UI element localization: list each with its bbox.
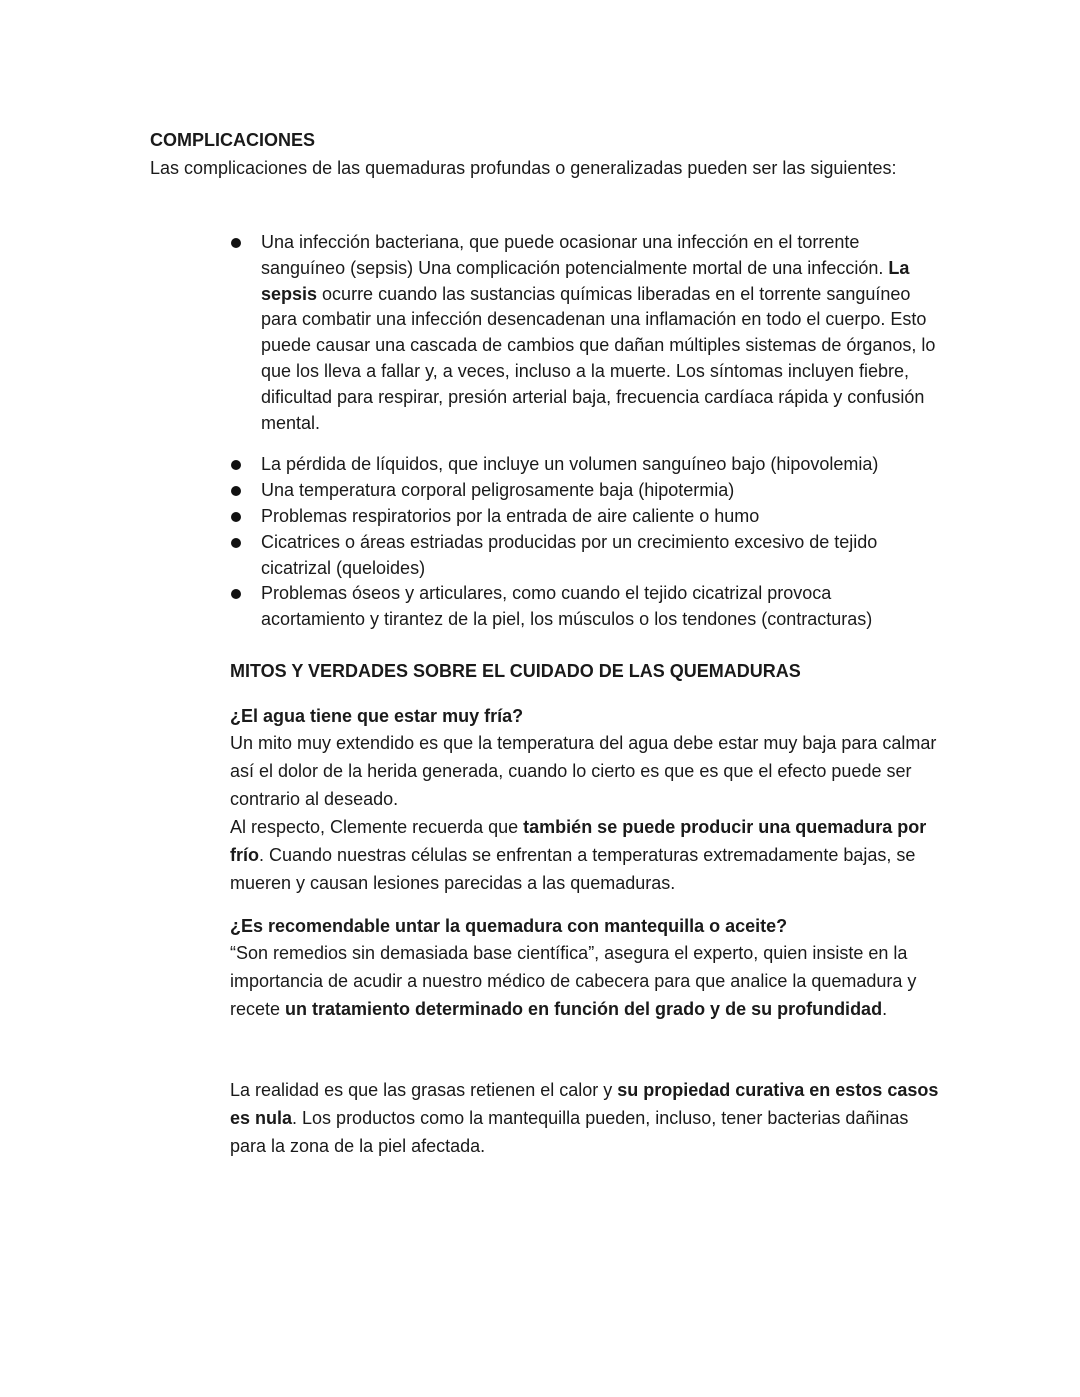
complications-list [230, 230, 940, 633]
question-title: ¿El agua tiene que estar muy fría? [230, 706, 524, 726]
paragraph-bold: su propiedad curativa en estos casos es nula [230, 1080, 939, 1128]
list-item: Problemas respiratorios por la entrada de aire caliente o humo [230, 504, 940, 530]
paragraph-text: “Son remedios sin demasiada base científica”, asegura el experto, quien insiste en la importancia de acudir a nuestro médico de cabecera para que analice la quemadura y recete [230, 943, 917, 1019]
paragraph: Un mito muy extendido es que la temperatura del agua debe estar muy baja para calmar así el dolor de la herida generada, cuando lo cierto es que es que el efecto puede ser contrario al deseado. [230, 733, 937, 809]
list-item: Una temperatura corporal peligrosamente baja (hipotermia) [230, 478, 940, 504]
paragraph-text: La realidad es que las grasas retienen el calor y [230, 1080, 618, 1100]
paragraph-text: . Cuando nuestras células se enfrentan a temperaturas extremadamente bajas, se mueren y causan lesiones parecidas a las quemaduras. [230, 845, 916, 893]
list-item: La pérdida de líquidos, que incluye un volumen sanguíneo bajo (hipovolemia) [230, 452, 940, 478]
list-item-text: Una infección bacteriana, que puede ocasionar una infección en el torrente sanguíneo (sepsis) Una complicación potencialmente mortal de una infección. [261, 232, 889, 278]
list-item-text: ocurre cuando las sustancias químicas liberadas en el torrente sanguíneo para combatir una infección desencadenan una inflamación en todo el cuerpo. Esto puede causar una cascada de cambios que dañan múltiples sistemas de órganos, lo que los lleva a fallar y, a veces, incluso a la muerte. Los síntomas incluyen fiebre, dificultad para respirar, presión arterial baja, frecuencia cardíaca rápida y confusión mental. [261, 283, 936, 433]
paragraph-bold: también se puede producir una quemadura por frío [230, 817, 927, 865]
intro-paragraph: Las complicaciones de las quemaduras profundas o generalizadas pueden ser las siguientes: [150, 158, 897, 178]
paragraph-text: Al respecto, Clemente recuerda que [230, 817, 524, 837]
list-item [230, 230, 940, 436]
section-title-mitos: MITOS Y VERDADES SOBRE EL CUIDADO DE LAS QUEMADURAS [230, 661, 801, 681]
question-title: ¿Es recomendable untar la quemadura con mantequilla o aceite? [230, 916, 788, 936]
list-item-bold: La sepsis [261, 257, 910, 304]
question-answer [230, 729, 940, 897]
question-answer [230, 939, 940, 1023]
list-item: Problemas óseos y articulares, como cuando el tejido cicatrizal provoca acortamiento y tirantez de la piel, los músculos o los tendones (contracturas) [230, 581, 940, 633]
paragraph-text: . Los productos como la mantequilla pueden, incluso, tener bacterias dañinas para la zona de la piel afectada. [230, 1108, 909, 1156]
paragraph-text: . [882, 999, 888, 1019]
paragraph [230, 1076, 940, 1160]
section-title-complicaciones: COMPLICACIONES [150, 130, 316, 150]
list-item: Cicatrices o áreas estriadas producidas por un crecimiento excesivo de tejido cicatrizal (queloides) [230, 530, 940, 582]
paragraph-bold: un tratamiento determinado en función del grado y de su profundidad [285, 999, 883, 1019]
paragraph [230, 813, 940, 897]
